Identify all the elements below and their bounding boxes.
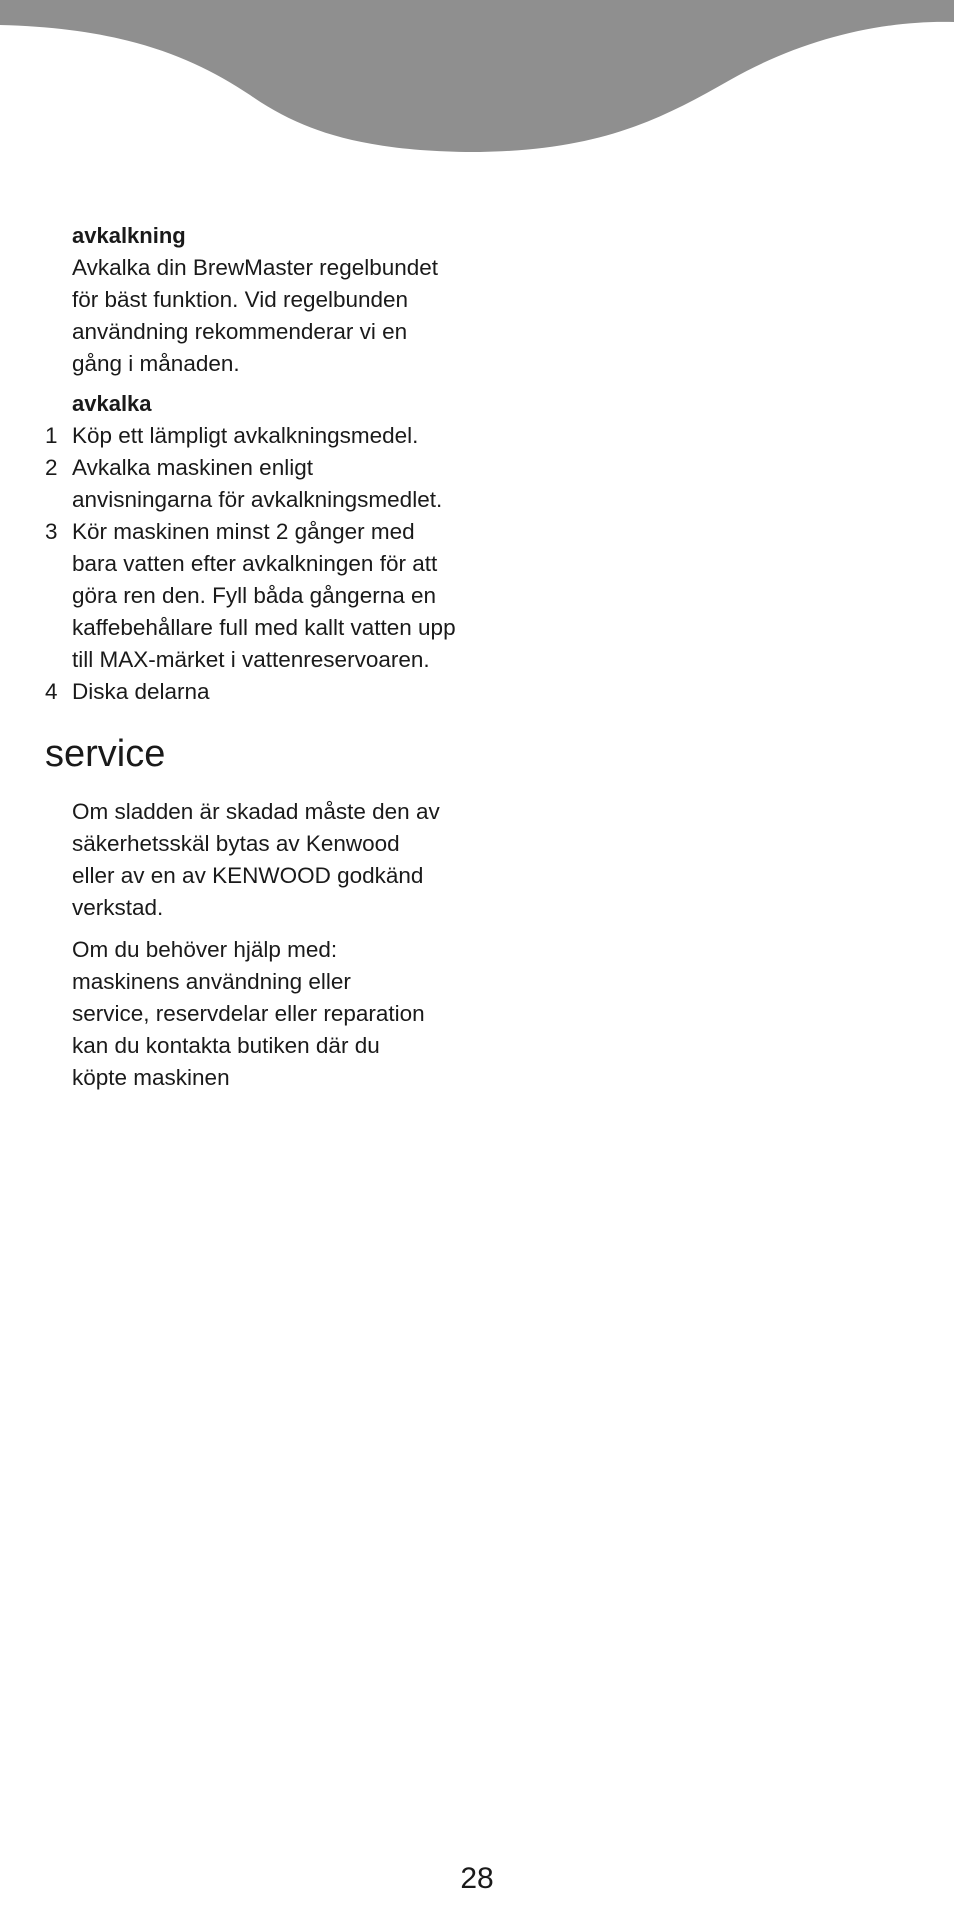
page-number: 28 (460, 1862, 494, 1895)
step-number: 1 (45, 423, 58, 448)
text-line: köpte maskinen (72, 1065, 230, 1090)
step-text (72, 516, 475, 676)
text-line: Om du behöver hjälp med: (72, 937, 338, 962)
descale-steps-list (45, 420, 475, 708)
text-line: användning rekommenderar vi en (72, 319, 408, 344)
text-line: för bäst funktion. Vid regelbunden (72, 287, 409, 312)
text-line: Kör maskinen minst 2 gånger med (72, 519, 415, 544)
descaling-intro (72, 252, 475, 380)
text-line: maskinens användning eller (72, 969, 351, 994)
header-wave-decoration (0, 0, 954, 160)
text-line: kan du kontakta butiken där du (72, 1033, 380, 1058)
list-item (45, 452, 475, 516)
text-line: bara vatten efter avkalkningen för att (72, 551, 438, 576)
text-line: service, reservdelar eller reparation (72, 1001, 425, 1026)
service-paragraph-1 (72, 796, 475, 924)
text-line: göra ren den. Fyll båda gångerna en (72, 583, 437, 608)
service-title: service (45, 733, 166, 775)
step-text (72, 452, 475, 516)
descaling-section (45, 222, 475, 708)
text-line: gång i månaden. (72, 351, 240, 376)
text-line: Avkalka din BrewMaster regelbundet (72, 255, 439, 280)
descale-subheading: avkalka (72, 391, 152, 416)
text-line: anvisningarna för avkalkningsmedlet. (72, 487, 443, 512)
list-item (45, 676, 475, 708)
text-line: Avkalka maskinen enligt (72, 455, 313, 480)
text-line: verkstad. (72, 895, 164, 920)
text-line: Köp ett lämpligt avkalkningsmedel. (72, 423, 419, 448)
list-item (45, 420, 475, 452)
text-line: kaffebehållare full med kallt vatten upp (72, 615, 456, 640)
text-line: eller av en av KENWOOD godkänd (72, 863, 424, 888)
text-line: Om sladden är skadad måste den av (72, 799, 440, 824)
text-line: till MAX-märket i vattenreservoaren. (72, 647, 430, 672)
step-text (72, 420, 475, 452)
descaling-heading: avkalkning (72, 223, 186, 248)
document-body (45, 222, 475, 1104)
step-number: 4 (45, 679, 58, 704)
text-line: Diska delarna (72, 679, 210, 704)
step-number: 3 (45, 519, 58, 544)
step-number: 2 (45, 455, 58, 480)
service-paragraph-2 (72, 934, 475, 1094)
step-text (72, 676, 475, 708)
list-item (45, 516, 475, 676)
service-section (45, 732, 475, 1094)
text-line: säkerhetsskäl bytas av Kenwood (72, 831, 400, 856)
